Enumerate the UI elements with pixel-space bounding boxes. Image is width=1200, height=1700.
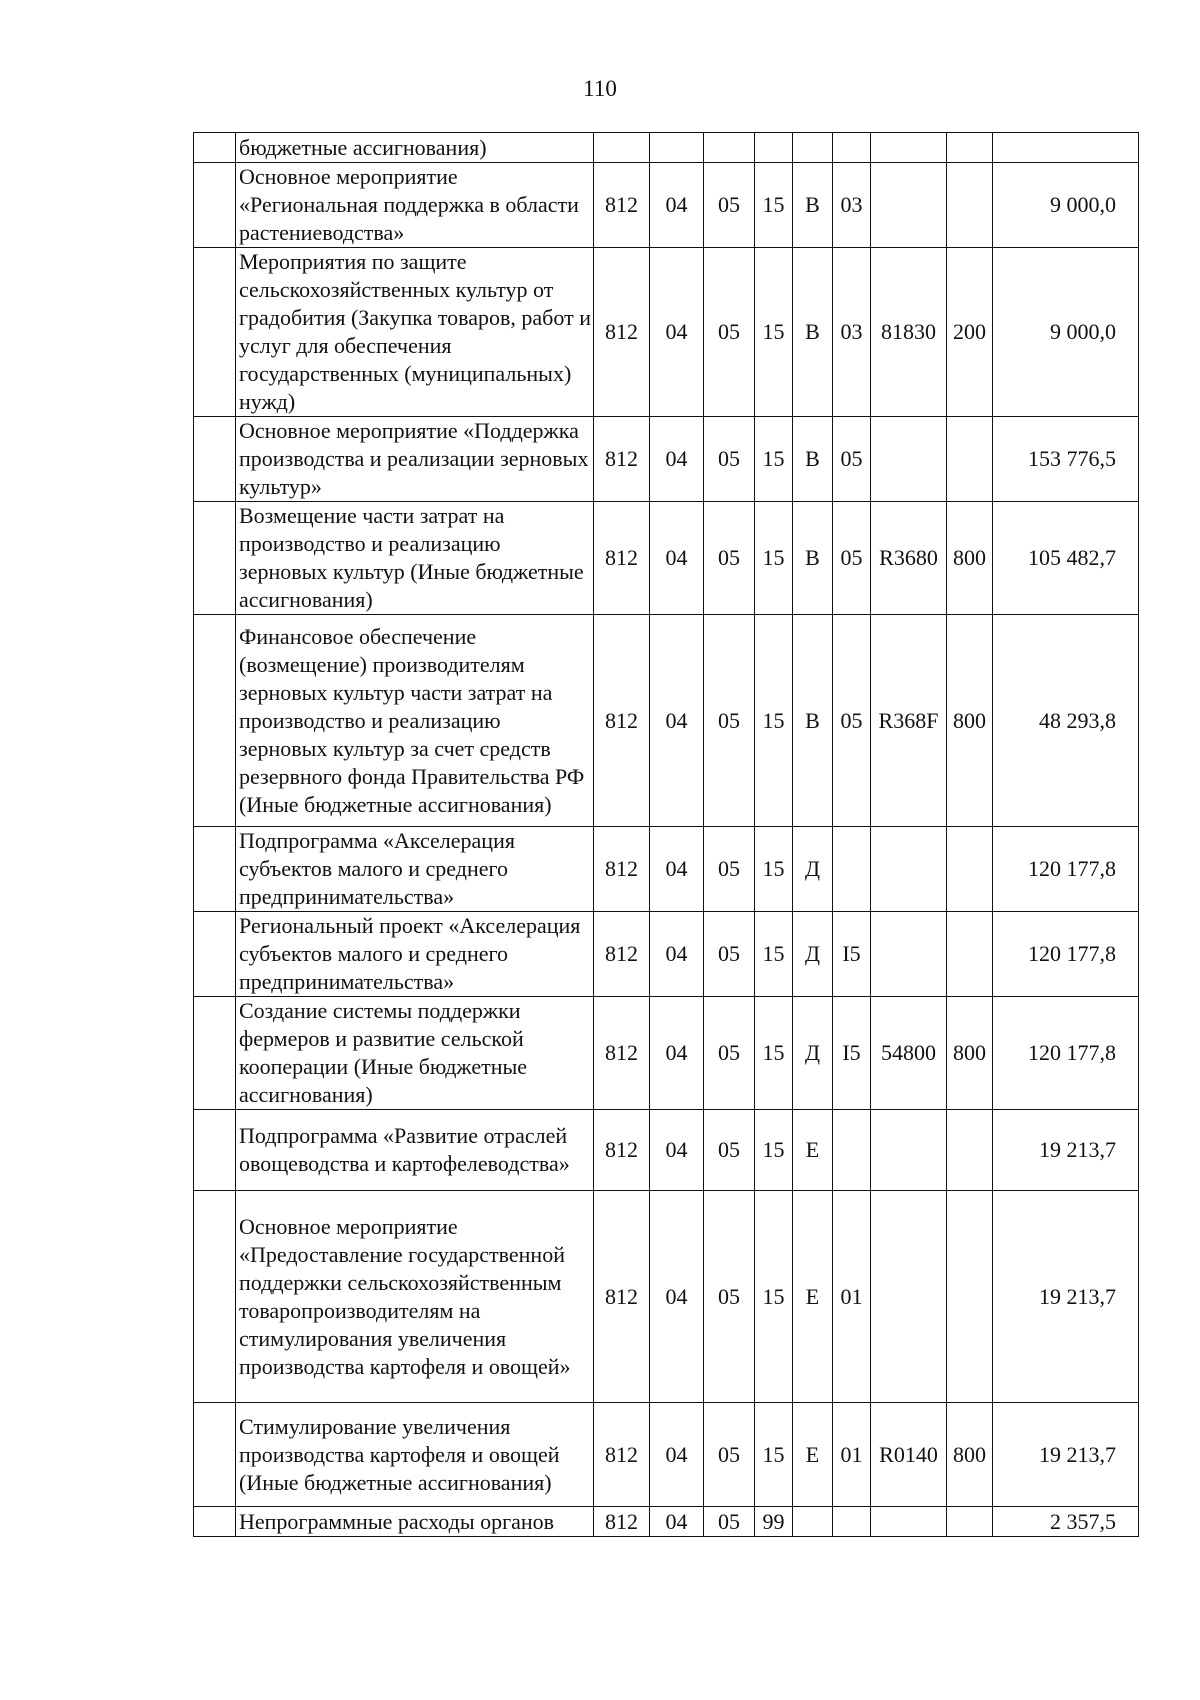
cs-measure-cell: 03 — [833, 163, 871, 248]
amount-cell: 19 213,7 — [993, 1191, 1139, 1403]
cs-measure-cell: 05 — [833, 417, 871, 502]
cs-subprogram-cell: Д — [793, 912, 833, 997]
table-row — [194, 248, 1139, 417]
row-name-cell: Стимулирование увеличения производства картофеля и овощей (Иные бюджетные ассигнования) — [236, 1403, 594, 1507]
cs-subprogram-cell: В — [793, 248, 833, 417]
row-name-cell: Создание системы поддержки фермеров и развитие сельской кооперации (Иные бюджетные ассигнования) — [236, 997, 594, 1110]
page-number: 110 — [583, 76, 617, 101]
ved-cell: 812 — [594, 502, 650, 615]
rz-cell: 04 — [650, 1110, 704, 1191]
row-number-cell — [194, 1110, 236, 1191]
cs-direction-cell — [871, 163, 947, 248]
amount-cell: 19 213,7 — [993, 1110, 1139, 1191]
cs-program-cell: 15 — [755, 615, 793, 827]
row-name-cell: Возмещение части затрат на производство и реализацию зерновых культур (Иные бюджетные ассигнования) — [236, 502, 594, 615]
cs-direction-cell — [871, 133, 947, 163]
table-row — [194, 1507, 1139, 1537]
row-name-cell: Подпрограмма «Развитие отраслей овощеводства и картофелеводства» — [236, 1110, 594, 1191]
amount-cell: 120 177,8 — [993, 827, 1139, 912]
pr-cell: 05 — [704, 417, 755, 502]
cs-direction-cell: R3680 — [871, 502, 947, 615]
amount-cell: 9 000,0 — [993, 248, 1139, 417]
cs-program-cell: 15 — [755, 997, 793, 1110]
ved-cell: 812 — [594, 1110, 650, 1191]
rz-cell — [650, 133, 704, 163]
table-row — [194, 417, 1139, 502]
ved-cell: 812 — [594, 827, 650, 912]
table-row — [194, 1191, 1139, 1403]
vr-cell: 800 — [947, 615, 993, 827]
row-name-cell: Региональный проект «Акселерация субъектов малого и среднего предпринимательства» — [236, 912, 594, 997]
row-name-cell: Финансовое обеспечение (возмещение) производителям зерновых культур части затрат на производство и реализацию зерновых культур за счет средств резервного фонда Правительства РФ (Иные бюджетные ассигнования) — [236, 615, 594, 827]
cs-direction-cell: R368F — [871, 615, 947, 827]
ved-cell: 812 — [594, 163, 650, 248]
cs-subprogram-cell — [793, 133, 833, 163]
row-number-cell — [194, 1507, 236, 1537]
cs-program-cell: 15 — [755, 1110, 793, 1191]
cs-subprogram-cell: В — [793, 417, 833, 502]
budget-table — [193, 132, 1139, 1537]
amount-cell: 9 000,0 — [993, 163, 1139, 248]
cs-measure-cell — [833, 827, 871, 912]
rz-cell: 04 — [650, 248, 704, 417]
budget-table-body — [194, 133, 1139, 1537]
rz-cell: 04 — [650, 615, 704, 827]
row-number-cell — [194, 615, 236, 827]
ved-cell: 812 — [594, 615, 650, 827]
rz-cell: 04 — [650, 827, 704, 912]
cs-subprogram-cell — [793, 1507, 833, 1537]
vr-cell: 800 — [947, 502, 993, 615]
amount-cell — [993, 133, 1139, 163]
pr-cell: 05 — [704, 248, 755, 417]
amount-cell: 48 293,8 — [993, 615, 1139, 827]
cs-subprogram-cell: В — [793, 502, 833, 615]
cs-subprogram-cell: Е — [793, 1191, 833, 1403]
row-name-cell: Подпрограмма «Акселерация субъектов малого и среднего предпринимательства» — [236, 827, 594, 912]
ved-cell: 812 — [594, 912, 650, 997]
row-name-cell: Основное мероприятие «Предоставление государственной поддержки сельскохозяйственным товаропроизводителям на стимулирования увеличения производства картофеля и овощей» — [236, 1191, 594, 1403]
vr-cell — [947, 827, 993, 912]
row-number-cell — [194, 1403, 236, 1507]
cs-measure-cell: 05 — [833, 615, 871, 827]
rz-cell: 04 — [650, 912, 704, 997]
ved-cell: 812 — [594, 1507, 650, 1537]
cs-subprogram-cell: Д — [793, 997, 833, 1110]
pr-cell: 05 — [704, 912, 755, 997]
table-row — [194, 912, 1139, 997]
cs-program-cell: 99 — [755, 1507, 793, 1537]
cs-direction-cell — [871, 1191, 947, 1403]
cs-program-cell: 15 — [755, 417, 793, 502]
cs-direction-cell — [871, 1507, 947, 1537]
cs-direction-cell — [871, 827, 947, 912]
row-number-cell — [194, 997, 236, 1110]
vr-cell — [947, 133, 993, 163]
cs-subprogram-cell: В — [793, 163, 833, 248]
row-number-cell — [194, 912, 236, 997]
cs-direction-cell: 81830 — [871, 248, 947, 417]
cs-subprogram-cell: Е — [793, 1403, 833, 1507]
cs-measure-cell — [833, 1110, 871, 1191]
cs-direction-cell — [871, 417, 947, 502]
table-row — [194, 997, 1139, 1110]
cs-direction-cell: R0140 — [871, 1403, 947, 1507]
ved-cell: 812 — [594, 1403, 650, 1507]
cs-subprogram-cell: Е — [793, 1110, 833, 1191]
cs-measure-cell: I5 — [833, 997, 871, 1110]
cs-program-cell: 15 — [755, 912, 793, 997]
row-name-cell: бюджетные ассигнования) — [236, 133, 594, 163]
amount-cell: 19 213,7 — [993, 1403, 1139, 1507]
row-number-cell — [194, 417, 236, 502]
rz-cell: 04 — [650, 1507, 704, 1537]
row-name-cell: Непрограммные расходы органов — [236, 1507, 594, 1537]
cs-measure-cell: 05 — [833, 502, 871, 615]
amount-cell: 120 177,8 — [993, 997, 1139, 1110]
table-row — [194, 615, 1139, 827]
cs-direction-cell: 54800 — [871, 997, 947, 1110]
row-name-cell: Мероприятия по защите сельскохозяйственных культур от градобития (Закупка товаров, работ и услуг для обеспечения государственных (муниципальных) нужд) — [236, 248, 594, 417]
cs-subprogram-cell: Д — [793, 827, 833, 912]
table-row — [194, 827, 1139, 912]
cs-direction-cell — [871, 912, 947, 997]
row-number-cell — [194, 827, 236, 912]
table-row — [194, 133, 1139, 163]
row-number-cell — [194, 502, 236, 615]
vr-cell — [947, 163, 993, 248]
cs-measure-cell — [833, 133, 871, 163]
rz-cell: 04 — [650, 997, 704, 1110]
row-number-cell — [194, 163, 236, 248]
table-row — [194, 163, 1139, 248]
table-row — [194, 502, 1139, 615]
cs-measure-cell — [833, 1507, 871, 1537]
ved-cell: 812 — [594, 417, 650, 502]
cs-measure-cell: I5 — [833, 912, 871, 997]
amount-cell: 153 776,5 — [993, 417, 1139, 502]
rz-cell: 04 — [650, 1191, 704, 1403]
row-number-cell — [194, 1191, 236, 1403]
row-name-cell: Основное мероприятие «Региональная поддержка в области растениеводства» — [236, 163, 594, 248]
pr-cell: 05 — [704, 827, 755, 912]
cs-program-cell — [755, 133, 793, 163]
row-name-cell: Основное мероприятие «Поддержка производства и реализации зерновых культур» — [236, 417, 594, 502]
cs-program-cell: 15 — [755, 502, 793, 615]
cs-program-cell: 15 — [755, 248, 793, 417]
pr-cell: 05 — [704, 163, 755, 248]
rz-cell: 04 — [650, 417, 704, 502]
cs-measure-cell: 03 — [833, 248, 871, 417]
amount-cell: 2 357,5 — [993, 1507, 1139, 1537]
pr-cell — [704, 133, 755, 163]
cs-program-cell: 15 — [755, 1191, 793, 1403]
rz-cell: 04 — [650, 1403, 704, 1507]
vr-cell: 200 — [947, 248, 993, 417]
cs-program-cell: 15 — [755, 163, 793, 248]
pr-cell: 05 — [704, 1110, 755, 1191]
pr-cell: 05 — [704, 1403, 755, 1507]
row-number-cell — [194, 133, 236, 163]
rz-cell: 04 — [650, 502, 704, 615]
vr-cell — [947, 417, 993, 502]
vr-cell — [947, 1507, 993, 1537]
row-number-cell — [194, 248, 236, 417]
table-row — [194, 1110, 1139, 1191]
amount-cell: 105 482,7 — [993, 502, 1139, 615]
cs-program-cell: 15 — [755, 1403, 793, 1507]
pr-cell: 05 — [704, 502, 755, 615]
ved-cell: 812 — [594, 997, 650, 1110]
pr-cell: 05 — [704, 1507, 755, 1537]
vr-cell: 800 — [947, 997, 993, 1110]
vr-cell — [947, 1110, 993, 1191]
table-row — [194, 1403, 1139, 1507]
vr-cell — [947, 912, 993, 997]
cs-direction-cell — [871, 1110, 947, 1191]
pr-cell: 05 — [704, 997, 755, 1110]
ved-cell: 812 — [594, 1191, 650, 1403]
cs-program-cell: 15 — [755, 827, 793, 912]
cs-measure-cell: 01 — [833, 1403, 871, 1507]
vr-cell — [947, 1191, 993, 1403]
ved-cell — [594, 133, 650, 163]
rz-cell: 04 — [650, 163, 704, 248]
amount-cell: 120 177,8 — [993, 912, 1139, 997]
cs-subprogram-cell: В — [793, 615, 833, 827]
pr-cell: 05 — [704, 615, 755, 827]
vr-cell: 800 — [947, 1403, 993, 1507]
ved-cell: 812 — [594, 248, 650, 417]
cs-measure-cell: 01 — [833, 1191, 871, 1403]
pr-cell: 05 — [704, 1191, 755, 1403]
